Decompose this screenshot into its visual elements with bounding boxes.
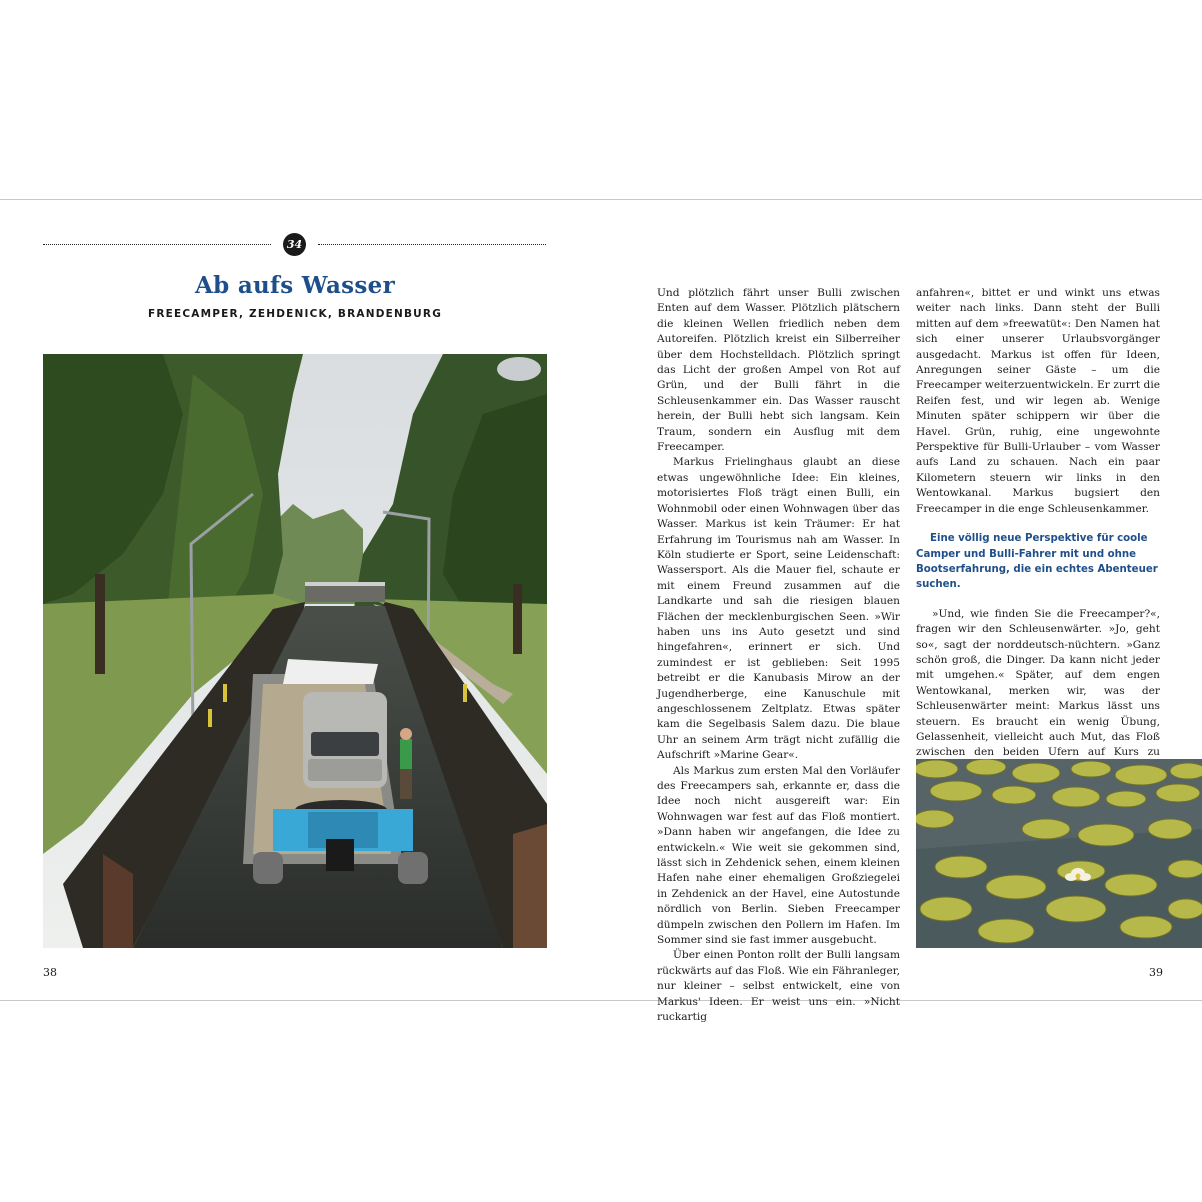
body-paragraph: Als Markus zum ersten Mal den Vorläufer des Freecampers sah, erkannte er, dass die Idee noch nicht ausgereift war: Ein Wohnwagen war fest auf das Floß montiert. »Dann haben wir angefangen, die Idee zu entwickeln.« Wie weit sie gekommen sind, lässt sich in Zehdenick sehen, einem kleinen Hafen nahe einer ehemaligen Großziegelei in Zehdenick an der Havel, eine Autostunde nördlich von Berlin. Sieben Freecamper dümpeln zwischen den Pollern im Hafen. Im Sommer sind sie fast immer ausgebucht.: [657, 764, 900, 947]
chapter-number-badge: 34: [283, 233, 306, 256]
page-number-left: 38: [43, 966, 57, 979]
chapter-divider-right: [318, 244, 546, 245]
body-paragraph: Über einen Ponton rollt der Bulli langsam rückwärts auf das Floß. Wie ein Fähranleger, nur kleiner – selbst entwickelt, eine von Markus' Ideen. Er weist uns ein. »Nicht ruckartig: [657, 949, 900, 1024]
article-title: Ab aufs Wasser: [195, 272, 395, 299]
chapter-divider-left: [43, 244, 271, 245]
body-column-2: [916, 286, 1160, 807]
page-number-right: 39: [1149, 966, 1163, 979]
photo-water-lilies: [916, 759, 1202, 948]
article-subtitle: FREECAMPER, ZEHDENICK, BRANDENBURG: [147, 308, 443, 320]
top-page-border: [0, 199, 1202, 200]
body-paragraph: Markus Frielinghaus glaubt an diese etwas ungewöhnliche Idee: Ein kleines, motorisiertes Floß trägt einen Bulli, ein Wohnmobil oder einen Wohnwagen über das Wasser. Markus ist kein Träumer: Er hat Erfahrung im Tourismus nah am Wasser. In Köln studierte er Sport, seine Leidenschaft: Wassersport. Als die Mauer fiel, schaute er mit einem Freund zusammen auf die Landkarte und sah die riesigen blauen Flächen der mecklenburgischen Seen. »Wir haben uns ins Auto gesetzt und sind hingefahren«, erinnert er sich. Und zumindest er ist geblieben: Seit 1995 betreibt er die Kanubasis Mirow an der Jugendherberge, eine Kanuschule mit angeschlossenem Zeltplatz. Etwas später kam die Segelbasis Salem dazu. Die blaue Uhr an seinem Arm trägt nicht zufällig die Aufschrift »Marine Gear«.: [657, 456, 900, 762]
body-paragraph: anfahren«, bittet er und winkt uns etwas weiter nach links. Dann steht der Bulli mitten auf dem »freewatüt«: Den Namen hat sich einer unserer Urlaubsvorgänger ausgedacht. Markus ist offen für Ideen, Anregungen seiner Gäste – um die Freecamper weiterzuentwickeln. Er zurrt die Reifen fest, und wir legen ab. Wenige Minuten später schippern wir über die Havel. Grün, ruhig, eine ungewohnte Perspektive für Bulli-Urlauber – vom Wasser aufs Land zu schauen. Nach ein paar Kilometern steuern wir links in den Wentowkanal. Markus bugsiert den Freecamper in die enge Schleusenkammer.: [916, 287, 1160, 515]
body-paragraph: »Und, wie finden Sie die Freecamper?«, fragen wir den Schleusenwärter. »Jo, geht so«, sagt der norddeutsch-nüchtern. »Ganz schön groß, die Dinger. Da kann nicht jeder mit umgehen.« Später, auf dem engen Wentowkanal, merken wir, was der Schleusenwärter meint: Markus lässt uns steuern. Es braucht ein wenig Übung, Gelassenheit, vielleicht auch Mut, das Floß zwischen den beiden Ufern auf Kurs zu: [916, 607, 1160, 759]
photo-boat-in-lock: [43, 354, 547, 948]
body-paragraph: Und plötzlich fährt unser Bulli zwischen Enten auf dem Wasser. Plötzlich plätschern die kleinen Wellen friedlich neben dem Autoreifen. Plötzlich kreist ein Silberreiher über dem Hochstelldach. Plötzlich springt das Licht der großen Ampel von Rot auf Grün, und der Bulli fährt in die Schleusenkammer ein. Das Wasser rauscht herein, der Bulli hebt sich langsam. Kein Traum, sondern ein Ausflug mit dem Freecamper.: [657, 287, 900, 454]
bottom-page-border: [0, 1000, 1202, 1001]
pull-quote: Eine völlig neue Perspektive für coole Camper und Bulli-Fahrer mit und ohne Bootserfahrung, die ein echtes Abenteuer suchen.: [916, 533, 1158, 591]
body-column-1: [657, 286, 900, 1026]
